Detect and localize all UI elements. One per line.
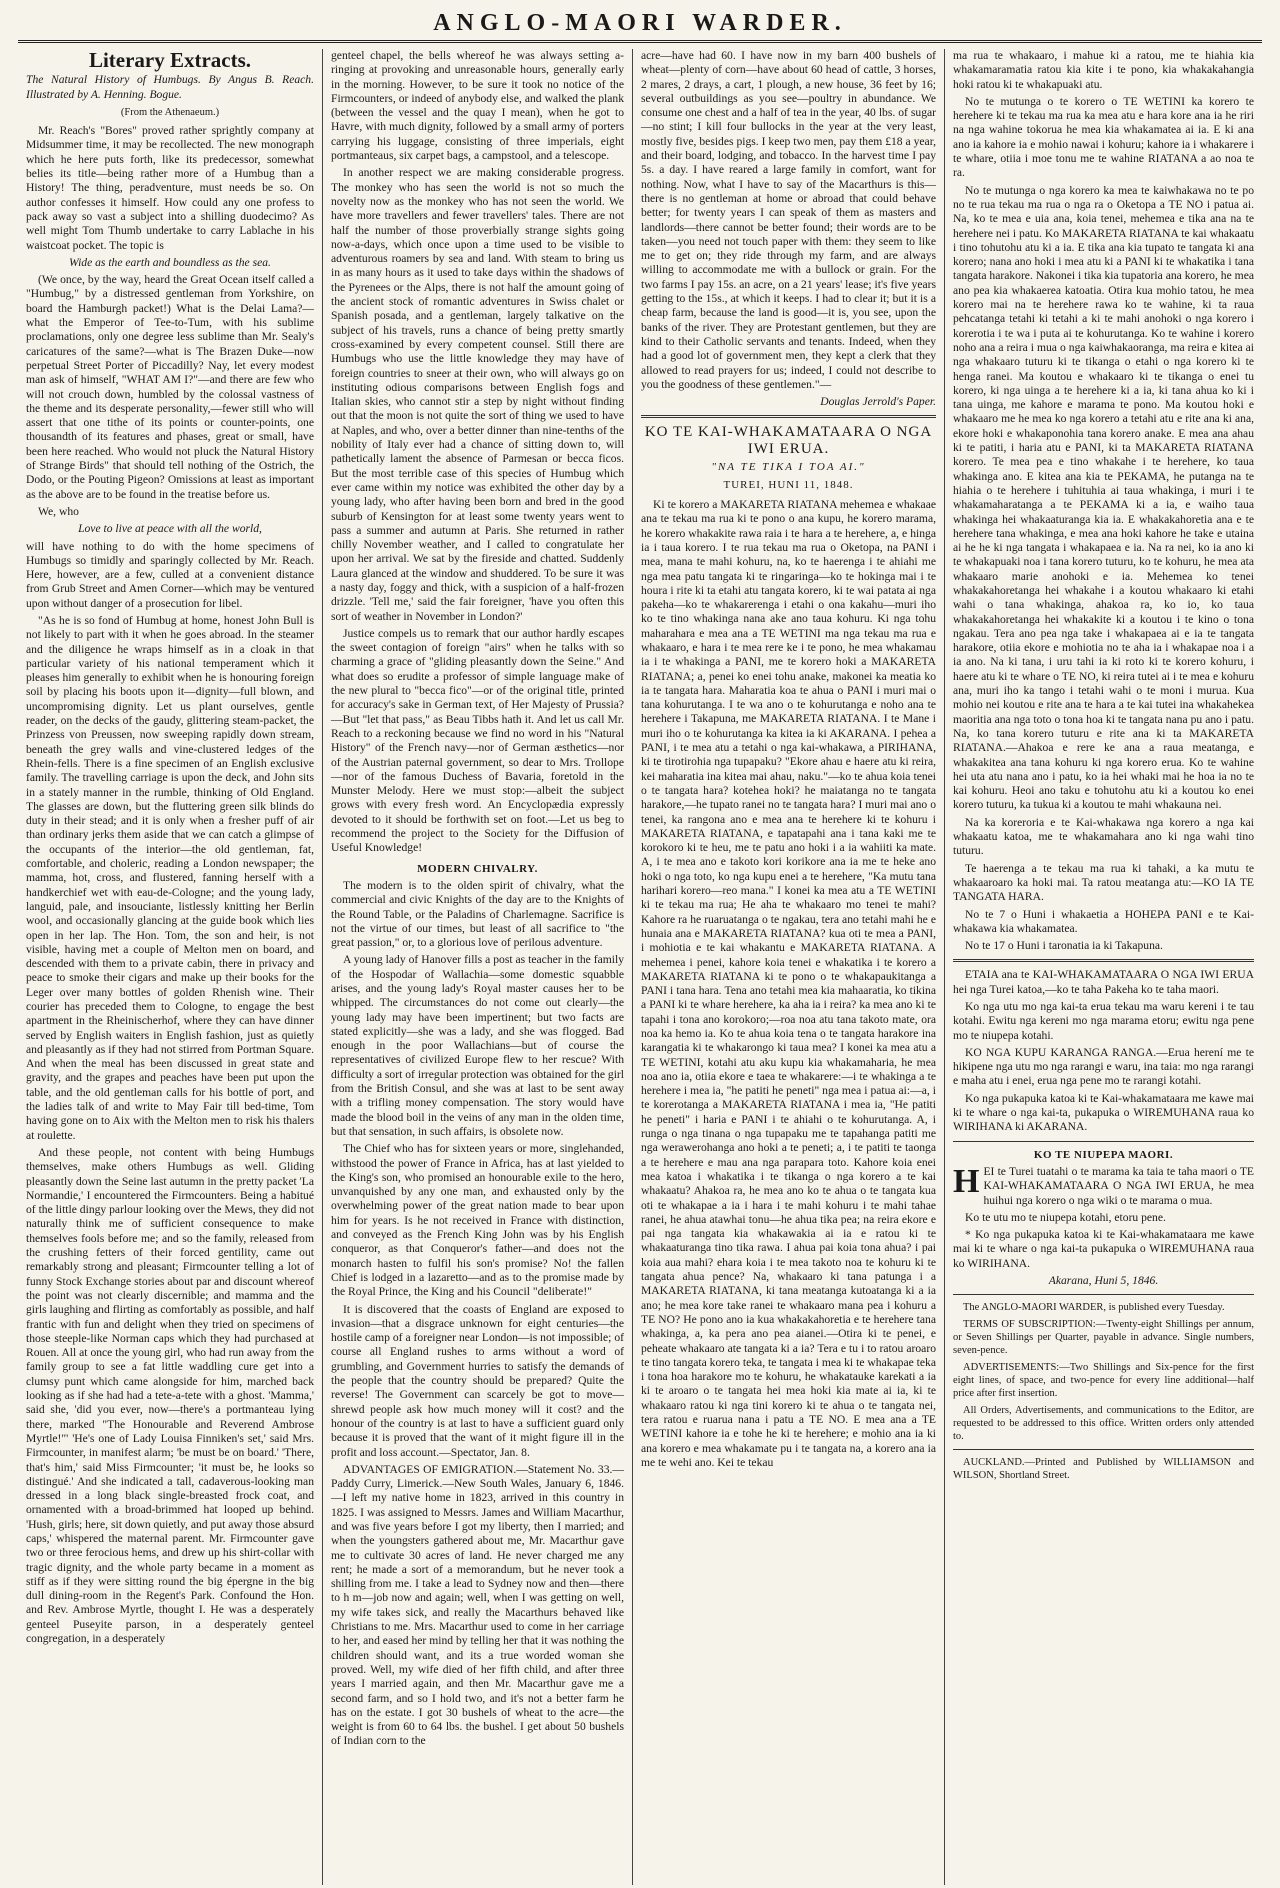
source-line: (From the Athenaeum.) <box>120 106 220 118</box>
paragraph: No te mutunga o te korero o TE WETINI ka korero te herehere ki te tekau ma rua ka mea atu e hara kore ana ia he riri na nga wahine tokorua he mea kia whakamatea ai ia. E ki ana ano ia kahore ia e mohio nawai i kohuru; kahore ia i whakarere i te whare, otiia i moe tonu me te wahine RIATANA a ao noa te ra. <box>953 94 1254 180</box>
section-divider <box>953 1294 1254 1295</box>
paragraph: The modern is to the olden spirit of chivalry, what the commercial and civic Knights of the day are to the Knights of the Round Table, or the Paladins of Charlemagne. Sacrifice is not the virtue of our times, but least of all sacrifice to "the great passion," or, to a glorious love of perilous adventure. <box>331 878 624 950</box>
motto: "NA TE TIKA I TOA AI." <box>711 461 866 474</box>
imprint-line: The ANGLO-MAORI WARDER, is published every Tuesday. <box>963 1302 1225 1314</box>
maori-news-paragraph <box>953 1162 1254 1208</box>
paragraph: "As he is so fond of Humbug at home, honest John Bull is not likely to part with it when he goes abroad. In the steamer and the diligence he wraps himself as in a cloak in that particular variety of his national temperament which it pleases him generally to exhibit when he is honouring foreign soil by placing his boots upon it—dignity—full blown, and uncompromising dignity. Let us plant ourselves, gentle reader, on the decks of the gaudy, glittering steam-packet, the Prinzess von Preussen, now sweeping rapidly down stream, beneath the grey walls and vine-clustered ledges of the Rhein-fells. There is a fine specimen of an English exclusive family. The travelling carriage is upon the deck, and John sits in a stately manner in the rumble, thinking of Old England. The glasses are down, but the fluttering green silk blinds do duty in their stead; and it is only when a fresher puff of air than ordinary jerks them aside that we can catch a glimpse of the occupants of the interior—the old gentleman, fat, comfortable, and choleric, reading a London newspaper; the mamma, hot, cross, and flustered, fanning herself with a handkerchief wet with eau-de-Cologne; and the young lady, languid, pale, and insouciante, listlessly knitting her Berlin wool, and occasionally glancing at the guide book which lies open in her lap. The Hon. Tom, the son and heir, is not visible, having met a couple of Melton men on board, and descended with them to a private cabin, there in privacy and peace to smoke their cigars and make up their books for the Leger over many bottles of golden Rhenish wine. Their courier has preceded them to Cologne, to engage the best apartment in the Rheinischerhof, where they can have dinner served by English waiters in English fashion, just as quietly and pleasantly as if they had not stirred from Portman Square. And when the meal has been discussed in great state and gravity, and the grapes and peaches have been put upon the table, and the old gentleman calls for his bottle of port, and the ladies talk of and write to May Fair till bed-time, Tom having gone on to Aix with the Melton men to risk his thalers at roulette. <box>26 613 314 1142</box>
section-title: Literary Extracts. <box>88 49 252 72</box>
notice: No te 17 o Huni i taronatia ia ki Takapuna. <box>965 939 1163 953</box>
paragraph: We, who <box>38 504 79 518</box>
imprint-line: AUCKLAND.—Printed and Published by WILLIAMSON and WILSON, Shortland Street. <box>953 1457 1254 1482</box>
paragraph: (We once, by the way, heard the Great Ocean itself called a "Humbug," by a distressed gentleman from Yorkshire, on board the Hamburgh packet!) What is the Delai Lama?—what the Emperor of Tee-to-Tum, with his sublime proclamations, only one degree less sublime than Mr. Sealy's caricatures of the same?—what is The Brazen Duke—now perpetual Street Porter of Piccadilly? Nay, let every modest man ask of himself, "WHAT AM I?"—and there are few who will not crouch down, humbled by the colossal vastness of the theme and its desperate personality,—fewer still who will assert that one tithe of its points or counter-points, one thousandth of its features and phases, great or small, have been here reached. Who would not pluck the Natural History of Strange Birds" that should tell nothing of the Ostrich, the Dodo, or the Pouting Pigeon? Omissions at least as important as the above are to be found in the treatise before us. <box>26 273 314 501</box>
section-divider <box>953 1449 1254 1450</box>
errata-paragraph: KO NGA KUPU KARANGA RANGA.—Erua herení me te hikipene nga utu mo nga rarangi e waru, ina taia: mo nga rarangi e maha atu i enei, erua nga pene mo te rarangi kotahi. <box>953 1045 1254 1088</box>
quote-line: Wide as the earth and boundless as the sea. <box>69 255 271 269</box>
column-4 <box>945 49 1262 1885</box>
errata-paragraph: Ko nga pukapuka katoa ki te Kai-whakamataara me kawe mai ki te whare o nga kai-ta, pukapuka o WIREMUHANA raua ko WIRIHANA ki AKARANA. <box>953 1091 1254 1134</box>
drop-cap: H <box>953 1162 980 1200</box>
emigration-paragraph: ADVANTAGES OF EMIGRATION.—Statement No. 33.—Paddy Curry, Limerick.—New South Wales, January 6, 1846.—I left my native home in 1823, arrived in this country in 1825. I was assigned to Messrs. James and William Macarthur, and was five years before I got my liberty, then I married; and when the youngsters gathered about me, Mr. Macarthur gave me to cultivate 30 acres of land. He never charged me any rent; he made a sort of a memorandum, but he never took a shilling from me. I take a lead to Sydney now and then—there to h m—job now and again; well, when I was getting on well, my wife takes sick, and really the Macarthurs behaved like Christians to me. Mrs. Macarthur used to come in her carriage to her, and eased her mind by telling her that it was nothing the children should want, and its a true worded woman she proved. Well, my wife died of her fifth child, and after three years I married again, and then Mr. Macarthur gave me a second farm, and so I hold two, and it's not a better farm he has on the estate. I got 30 bushels of wheat to the acre—the weight is from 60 to 64 lbs. the bushel. I get about 50 bushels of Indian corn to the <box>331 1462 624 1748</box>
maori-news-heading: KO TE NIUPEPA MAORI. <box>1033 1148 1174 1161</box>
paragraph: Na ka koreroria e te Kai-whakawa nga korero a nga kai whakaatu katoa, me te whakamahara ano ki nga wahi tino tuturu. <box>953 815 1254 858</box>
paragraph: The Chief who has for sixteen years or more, singlehanded, withstood the power of France in Africa, has at last yielded to the King's son, who promised an honourable exile to the hero, unvanquished by any one man, and exhausted only by the overwhelming power of the great nation made to bear upon him for years. Is he not received in France with distinction, and conveyed as the French King John was by his English conqueror, as that Conqueror's father—and does not the monarch hasten to fulfil his son's promise? No! the fallen Chief is lodged in a lazaretto—and as to the promise made by the Royal Prince, the King and his Council "deliberate!" <box>331 1142 624 1299</box>
imprint <box>953 1301 1254 1482</box>
maori-heading: KO TE KAI-WHAKAMATAARA O NGA IWI ERUA. <box>644 424 933 458</box>
section-divider <box>953 1141 1254 1142</box>
paragraph: It is discovered that the coasts of England are exposed to invasion—that a disgrace unknown for eight centuries—the hostile camp of a foreigner near London—is not impossible; of course all England rushes to arms without a word of grumbling, and Government hurries to satisfy the demands of the people that the country should be prepared? Quite the reverse! The Government can scarcely be got to move—shrewd people ask how much money will it cost? and the honour of the country is at last to have a sufficient guard only because it is proved that the want of it might figure ill in the profit and loss account.—Spectator, Jan. 8. <box>331 1302 624 1459</box>
paragraph: * Ko nga pukapuka katoa ki te Kai-whakamataara me kawe mai ki te whare o nga kai-ta pukapuka o WIREMUHANA raua ko WIRIHANA. <box>953 1228 1254 1270</box>
masthead: ANGLO-MAORI WARDER. <box>433 10 847 36</box>
paragraph: No te mutunga o nga korero ka mea te kaiwhakawa no te po no te rua tekau ma rua o nga ra o Oketopa a TE NO i patua ai. Na, ko te mea e uia ana, koia tenei, mehemea e tika ana na te herehere nei i patu. Ko MAKARETA RIATANA te kai whakaatu i tino tohutohu atu ki a ia. E tika ana kia tupato te tangata ki ana korero; nana ano hoki i mea atu ki a PANI ki te whakatika i tana tangata harakore. Nakonei i tika kia tupatoria ana korero, he mea ano pea kia whakaerea katoatia. Otira kua mohio tatou, he mea korero mai na te herehere rawa ko te wahine, ki ta raua pehcatanga tetahi ki tetahi a ki te mahi anohoki o nga korero i korerotia i te wa i puta ai te kohurutanga. Ko te wahine i korero noho ana a reira i mua o nga kaiwhakaoranga, ma reira e kitea ai nga whakaaro tuturu ki te tikanga o etahi o nga korero ki te henga ranei. Ma koutou e whakaaro ki te tikanga o enei tu korero, ki nga uinga a te herehere ki a ia, ki tana ahua ko ki i tana uinga, me kahore e marama te pono. Ma koutou hoki e whakaaro me he mea ko nga korero a tetahi atu e rite ana ki ana, ekore hoki e whakaponohia tana korero anake. E mea ana ahau ki te patiti, i haria atu e PANI, ki ta MAKARETA RIATANA korero. Te mea pea e tino whakahe i te herehere, ko taua whakinga ano. E kitea ana kia te PEKAMA, he putanga na te hiahia o te herehere i tuhituhia ai taua whakinga, i muri i te whakamaharatanga a te PEKAMA ki a ia, e waiho taua whakinga hei whakaaturanga kia ia. E whakakahoretia ana e te herehere tana whakinga, e mea ana hoki kahore he take e utaina ai he he ki nga tangata i whakapaea e ia. Na ra nei, ko ia ano ki te whakapuaki noa i tana korero tuturu, ko te kohuru, he mea ata whakaaro marie anohoki e ia. Mehemea ko tenei whakakahoretanga hei whakahe i a koutou whakaaro ki etahi wahi o tana whakinga, ahakoa ra, ko io, ko taua whakakahoretanga hei whakakite ki a koutou i te kino o tona ngakau. Tera ano pea nga take i whakapaea ai e ia te tangata harakore, otiia ekore e mohiotia no te aha ia i whakapae noa i a ia ano. Na ki tana, i uru tahi ia ki roto ki te korero kohuru, i haere atu ki te whare o TE NO, ki reira tutei ai i te mea e kohuru ana, muri iho ka tango i tetahi wahi o te moni i murua. Kua mohio nei koutou e rite ana te hara a te kai tutei ina whakahekea maoritia ana nga toto o tona hoa ki te tangata nana pu ano i patu. Na, ko tana korero tuturu e rite ana ki ta MAKARETA RIATANA.—Ahakoa e rere ke ana a raua meatanga, e whakakitea ana tana kohuru ki nga korero erua. Ko te wahine hei uta atu nana ano i patu, ko ia hei whaki mai he hoa ia no te kai kohuru. Heoi ano taku e tohutohu atu ki a koutou ko enei korero tuturu, ka tukua ki a koutou te mahi whakauna nei. <box>953 183 1254 812</box>
paragraph: Te haerenga a te tekau ma rua ki tahaki, a ka mutu te whakaaroaro ka hoki mai. Ta ratou meatanga atu:—KO IA TE TANGATA HARA. <box>953 861 1254 904</box>
chivalry-heading: MODERN CHIVALRY. <box>417 862 538 875</box>
imprint-line: All Orders, Advertisements, and communications to the Editor, are requested to be addressed to this office. Written orders only attended to. <box>953 1405 1254 1443</box>
paragraph: A young lady of Hanover fills a post as teacher in the family of the Hospodar of Wallachia—some domestic squabble arises, and the young lady's Royal master causes her to be whipped. The circumstances do not come out clearly—the young lady may have been impertinent; but two facts are stated explicitly—she was a lady, and she was flogged. Bad enough in the poor Wallachians—but of course the representatives of civilized Europe flew to her rescue? With difficulty a sort of irregular protection was obtained for the girl from the British Consul, and she was at last to be sent away with a trifling money compensation. The story would have made the blood boil in the veins of any man in the olden time, but that sensation, in such affairs, is obsolete now. <box>331 953 624 1138</box>
masthead-rule <box>18 40 1262 43</box>
imprint-line: TERMS OF SUBSCRIPTION:—Twenty-eight Shillings per annum, or Seven Shillings per Quarter, payable in advance. Single numbers, seven-pence. <box>953 1319 1254 1357</box>
paragraph: And these people, not content with being Humbugs themselves, make others Humbugs as well. Gliding pleasantly down the Seine last autumn in the pretty packet 'La Normandie,' I encountered the Firmcounters. Being a habitué of the little dingy parlour looking over the Mews, they did not naturally think me of sufficient consequence to make themselves fools before me; and so the family, released from the crushing fetters of their forced gentility, came out remarkably strong and pleasant; Firmcounter telling a lot of funny Stock Exchange stories about par and discount whereof the point was not clearly discernible; and mamma and the girls laughing and flirting as comfortably as possible, and half frantic with fun and delight when they tried on specimens of those steeple-like Norman caps which they had purchased at Rouen. All at once the young girl, who had run away from the family group to see a fat little waddling cure get into a clumsy punt which came alongside for him, marched back looking as if she had had a tete-a-tete with a ghost. 'Mamma,' said she, 'did you ever, now—there's a portmanteau lying there, marked "The Honourable and Reverend Ambrose Myrtle!"' 'He's one of Lady Louisa Finniken's set,' said Mrs. Firmcounter, in manifest alarm; 'be must be on board.' 'There, that's him,' said Miss Firmcounter; 'it must be, he looks so distingué.' And she indicated a tall, cadaverous-looking man dressed in a long black single-breasted frock coat, and ornamented with a broad-brimmed hat looped up behind. 'Hush, girls; here, sit down quietly, and put away those absurd caps,' whispered the maternal parent. Mr. Firmcounter gave two or three ferocious hems, and drew up his shirt-collar with tragic dignity, and the whole party became in a moment as stiff as if they were sitting round the big épergne in the big dull dining-room in the Regent's Park. Confound the Hon. and Rev. Ambrose Myrtle, thought I. He was a desperately genteel Puseyite parson, in a desperately genteel congregation, in a desperately <box>26 1145 314 1646</box>
maori-news-date: Akarana, Huni 5, 1846. <box>1048 1274 1159 1288</box>
errata-paragraph: Ko nga utu mo nga kai-ta erua tekau ma waru kereni i te tau kotahi. Ewitu nga kereni mo nga marama etoru; ewitu nga pene mo te niupepa kotahi. <box>953 1000 1254 1042</box>
column-3 <box>633 49 945 1885</box>
paragraph: Ki te korero a MAKARETA RIATANA mehemea e whakaae ana te tekau ma rua ki te pono o ana kupu, he korero marama, he korero whakakite rawa raia i te hara a te herehere, a, e hinga ia i taua korero. I te rua tekau ma rua o Oketopa, na PANI i mea, mana te mahi kohuru, na, ko te haerenga i te ahiahi me nga mea patu tangata ki te ringaringa—ko te hokinga mai i te houra i rite ki ta etahi atu tangata korero, ki te wai patata ai nga pakeha—ko te whakarerenga i etahi o ona kakahu—muri iho ko te tino whakinga nana ake ano taua kohuru. Ki nga tohu maharahara e mea ana a TE WETINI ma nga tekau ma rua e whakaaro, e hara i te mea rere ke i te pono, he mea whakamau ia i te whakinga a PANI, me te korero hoki a MAKARETA RIATANA; a, penei ko enei tohu anake, makonei ka meatia ko ia te tangata hara. Maharatia koa te ahua o PANI i muri mai o tana kohurutanga. I te wa ano o te kohurutanga e noho ana te herehere i Takapuna, me MAKARETA RIATANA. I te Mane i muri iho o te kohurutanga ka kitea ia ki AKARANA. I pehea a PANI, i te mea atu a tetahi o nga kai-whakawa, a PIRIHANA, ki te tirotirohia nga tupapaku? "Ekore ahau e haere atu ki reira, kei maharatia ina kitea mai ahau, naku."—ko te ahua koia tenei o te tangata hara? kotehea hoki? he maiatanga no te tangata harakore,—he tupato ranei no te tangata hara? I muri mai ano o tenei, ka rangona ano e mea ana te herehere ki te kohuru i MAKARETA RIATANA, e tapatapahi ana i tana kaki me te korokoro ki te heu, me te patu ano hoki i a ia wahiiti ka mate. A, i te mea ano e takoto kori korikore ana ia me te heke ano hoki o nga toto, ko nga kupu enei a te herehere, "Ka mutu tana harihari korero—reo mana." I konei ka mea atu a TE WETINI ki te tekau ma rua; He aha te whakaaro mo tenei te mahi? Kahore ra he ruaruatanga o te ngakau, tera ano tetahi mahi he e hunaia ana e MAKARETA RIATANA? kua oti te mea a PANI, i mohiotia e te kai whakantu e MAKARETA RIATANA. A mehemea i penei, kahore koia tenei e whakatika i te korero a MAKARETA RIATANA ki te pono o te whakapaukitanga a PANI i tana hara. Tena ano tetahi mea kia mahaaratia, ko tikina a PANI ki te whare herehere, ka aha ia i reira? ka mea ano ki te tapahi i tona ano korokoro;—roa noa atu tana takoto mate, ora noa ka hemo ia. Ko te ahua koia tena o te tangata harakore ina karangatia ki te whakarongo ki taua mea? I konei ka mea atu a TE WETINI, kotahi atu aku kupu kia whakamaharia, he mea noa ano ia, otiia ekore e taea te whakarere:—i te whakinga a te herehere i mea ia, "he patiti he peneti" nga mea i patua ai:—a, i te korerotanga a MAKARETA RIATANA i mea ia, "He patiti he peneti" i haria e PANI i te ahiahi o te kohurutanga. A, i runga o nga tinana o nga tupapaku me te tapahanga patiti me nga werawerohanga ano hoki a te peneti; a, i te patiti te taonga a te herehere e mau ana nga parapara toto. Kahore koia enei mea katoa i whakatika i te tikanga o nga korero a te kai whakaatu? Ahakoa ra, he mea ano ko te ahua o te tangata kua oti te whakapae a ia i hara i te mahi kohuru i te mahi tahae ranei, he ahua atawhai tonu—he ahua tika pea; na reira ekore e pai nga tangata kia whakawakia ai ia e ratou ki te whakaaturanga tino tika rawa. I ahua pai koia tona ahua? i pai koia aua mahi? ehara koia i te mea takoto noa te kohuru ki te tangata ahua pence? Na, whakaaro ki tana patunga i a MAKARETA RIATANA, ki tana meatanga kutoatanga ki a ia ano; he mea kore take ranei te whakaaro mana pea i kohuru a TE NO? He pono ano ia kua whakakahoretia e te herehere tana whakinga, a, ka pera ano pea aianei.—Otira ki te penei, e peheate whakaaro ate tangata ki a ia? Tera e tu i to ratou aroaro te tino tangata korero teka, te tangata i mea ki te whakapae teka i tona hoa harakore mo te kohuru, he whakatauke karekati a ia ki te aroaro o te tangata hei mea hoki kia mate ai ia, ki te whakaaro ratou ki nga tini korero ki te ahua o te tangata nei, tera ratou e ruarua nana i patu a TE NO. E mea ana a TE WETINI kahore ia e tohe he ki te herehere; e mohio ana ia ki ana korero e mea whakamate pu i te tangata na, a korero ana ia me te wehi ano. Kei te tekau <box>641 498 936 1469</box>
paragraph: will have nothing to do with the home specimens of Humbugs so timidly and sparingly collected by Mr. Reach. Here, however, are a few, culled at a convenient distance from Grub Street and Amen Corner—which may be ventured upon without danger of a prosecution for libel. <box>26 539 314 610</box>
section-divider <box>641 415 936 418</box>
issue-date: TUREI, HUNI 11, 1848. <box>723 478 854 491</box>
columns <box>18 49 1262 1885</box>
errata-paragraph: ETAIA ana te KAI-WHAKAMATAARA O NGA IWI ERUA hei nga Turei katoa,—ko te taha Pakeha ko te taha maori. <box>953 968 1254 996</box>
quote-line: Love to live at peace with all the world, <box>78 522 262 536</box>
column-2 <box>323 49 633 1885</box>
paragraph: Justice compels us to remark that our author hardly escapes the sweet contagion of foreign "airs" when he talks with so charming a grace of "gliding pleasantly down the Seine." And what does so erudite a professor of simple language make of the new plural to "becca fico"—or of the original title, printed for accuracy's sake in German text, of Her Majesty of Prussia?—But "let that pass," as Beau Tibbs hath it. And let us call Mr. Reach to a reckoning because we find no word in his "Natural History" of the French navy—nor of German æsthetics—nor of the Austrian paternal government, so dear to Mrs. Trollope—nor of the famous Duchess of Bavaria, foretold in the Munster Melody. Here we must stop:—albeit the subject grows with every fresh word. An Encyclopædia expressly devoted to it should be forthwith set on foot.—Let us beg to recommend the project to the Society for the Diffusion of Useful Knowledge! <box>331 626 624 855</box>
imprint-line: ADVERTISEMENTS:—Two Shillings and Six-pence for the first eight lines, of space, and two-pence for every line additional—half price after first insertion. <box>953 1362 1254 1400</box>
paragraph: In another respect we are making considerable progress. The monkey who has seen the world is not so much the novelty now as the monkey who has not seen the world. We have more travellers and fewer travellers' tales. There are not half the number of those proverbially strange sights going now-a-days, which once upon a time used to be visible to adventurous roamers by sea and land. With steam to bring us in as many hours as it used to take days within the shadows of the Pyrenees or the Alps, there is not half the amount going of the ancient stock of romantic adventures in Swiss chalet or Spanish posada, and a gentleman, largely talkative on the subject of his travels, runs a chance of being pretty smartly cross-examined by every competent counsel. Still there are Humbugs who use the little knowledge they may have of foreign countries to sneer at their own, who will always go on instituting odious comparisons between English fogs and Italian skies, who cannot stir a step by night without finding out that the moon is not quite the sort of thing we used to have at Naples, and who, over a better dinner than nine-tenths of the nobility of Italy ever had a chance of sitting down to, will pathetically lament the absence of Parmesan or becca ficos. But the most terrible case of this species of Humbug which ever came within my notice was exhibited the other day by a young lady, who after having been born and bred in the good suburb of Kensington for at least some twenty years went to pass a summer and autumn at Paris. She returned in rather chilly November weather, and I called to congratulate her upon her arrival. We sat by the fireside and chatted. Suddenly Laura glanced at the window and shuddered. To be sure it was a nasty day, foggy and thick, with a suspicion of a half-frozen drizzle. 'Tell me,' said the fair foreigner, 'have you often this sort of weather in November in London?' <box>331 166 624 623</box>
section-divider <box>953 959 1254 962</box>
paragraph: Ko te utu mo te niupepa kotahi, etoru pene. <box>965 1210 1166 1224</box>
paragraph: Mr. Reach's "Bores" proved rather sprightly company at Midsummer time, it may be recollected. The new monograph which he here puts forth, like its predecessor, somewhat belies its title—being rather more of a Humbug than a History! The thing, peradventure, must needs be so. On author confesses it himself. How could any one profess to pack away so vast a subject into a shilling duodecimo? As well might Tom Thumb undertake to carry Lablache in his waistcoat pocket. The topic is <box>26 124 314 252</box>
book-citation: The Natural History of Humbugs. By Angus B. Reach. Illustrated by A. Henning. Bogue. <box>26 73 314 101</box>
paragraph: acre—have had 60. I have now in my barn 400 bushels of wheat—plenty of corn—have about 60 head of cattle, 3 horses, 2 mares, 2 drays, a cart, 1 plough, a new house, 36 feet by 16; several outbuildings as you see—poultry in abundance. We consume one chest and a half of tea in the year, 40 lbs. of sugar—no stint; I kill four bullocks in the year at the very least, mostly five, besides pigs. I keep two men, pay them £18 a year, and their board, lodging, and tobacco. In the harvest time I pay 5s. a day. I have reared a large family in comfort, want for nothing. Now, what I have to say of the Macarthurs is this—there is no gentleman at home or abroad that could behave better; for twenty years I can speak of them as masters and landlords—there cannot be better found; their words are to be taken—you need not touch paper with them: they seem to like me to get on; they ride through my farm, and are always willing to accommodate me with a bullock or grain. For the two farms I pay 15s. an acre, on a 21 years' lease; it's five years getting to the 15s., at which it keeps. I had to clear it; but it is a cheap farm, because the land is good—it is, you see, upon the banks of the river. They are Protestant gentlemen, but they are kind to their Catholic servants and tenants. Indeed, when they had a good lot of government men, they kept a clerk that they allowed to read prayers for us; indeed, I could not describe to you the goodness of these gentlemen."— <box>641 49 936 391</box>
maori-news-text: EI te Turei tuatahi o te marama ka taia te taha maori o TE KAI-WHAKAMATAARA O NGA IWI ERUA, he mea huihui nga korero o nga wiki o te marama o mua. <box>983 1164 1254 1207</box>
paragraph: genteel chapel, the bells whereof he was always setting a-ringing at provoking and unreasonable hours, generally early in the morning. However, to be sure it took no notice of the Firmcounters, or indeed of anybody else, and walked the plank (between the vessel and the quay I mean), when he got to Havre, with much dignity, followed by a small army of porters carrying his luggage, consisting of three imperials, eight portmanteaus, six carpet bags, a campstool, and a telescope. <box>331 49 624 163</box>
column-1 <box>18 49 323 1885</box>
paragraph: ma rua te whakaaro, i mahue ki a ratou, me te hiahia kia whakamaramatia ratou kia kite i te pono, kia whakakahangia hoki ratou ki te whakapuaki atu. <box>953 49 1254 91</box>
notice: No te 7 o Huni i whakaetia a HOHEPA PANI e te Kai-whakawa kia whakamatea. <box>953 907 1254 935</box>
source-signature: Douglas Jerrold's Paper. <box>820 395 936 409</box>
